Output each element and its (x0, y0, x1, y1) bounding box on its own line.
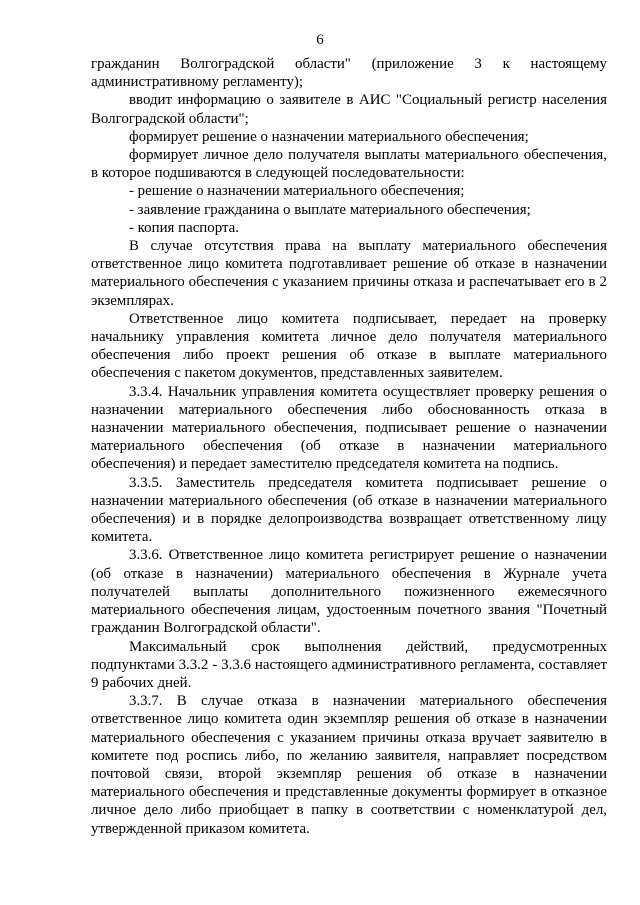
paragraph-4: формирует личное дело получателя выплаты материального обеспечения, в которое подшиваются в следующей последовательности: (91, 147, 607, 182)
paragraph-1: гражданин Волгоградской области" (приложение 3 к настоящему административному регламенту); (91, 56, 607, 91)
paragraph-3-3-5: 3.3.5. Заместитель председателя комитета подписывает решение о назначении материального обеспечения (об отказе в назначении материального обеспечения) и в порядке делопроизводства возвращает ответственному лицу комитета. (91, 474, 607, 546)
list-item-application: - заявление гражданина о выплате материального обеспечения; (129, 201, 531, 218)
list-item-decision: - решение о назначении материального обеспечения; (129, 183, 465, 200)
document-body (91, 55, 607, 838)
page-number: 6 (316, 32, 324, 48)
paragraph-3: формирует решение о назначении материального обеспечения; (129, 128, 529, 145)
list-item-passport-copy: - копия паспорта. (129, 219, 239, 236)
paragraph-signing: Ответственное лицо комитета подписывает, передает на проверку начальнику управления комитета личное дело получателя материального обеспечения либо проект решения об отказе в выплате материального обеспечения с пакетом документов, представленных заявителем. (91, 310, 607, 382)
paragraph-3-3-6: 3.3.6. Ответственное лицо комитета регистрирует решение о назначении (об отказе в назначении) материального обеспечения в Журнале учета получателей выплаты дополнительного пожизненного ежемесячного материального обеспечения лицам, удостоенным почетного звания "Почетный гражданин Волгоградской области". (91, 547, 607, 637)
paragraph-2: вводит информацию о заявителе в АИС "Социальный регистр населения Волгоградской области"; (91, 92, 607, 127)
paragraph-max-term: Максимальный срок выполнения действий, предусмотренных подпунктами 3.3.2 - 3.3.6 настоящего административного регламента, составляет 9 рабочих дней. (91, 638, 607, 691)
paragraph-refusal-preparation: В случае отсутствия права на выплату материального обеспечения ответственное лицо комитета подготавливает решение об отказе в назначении материального обеспечения с указанием причины отказа и распечатывает его в 2 экземплярах. (91, 238, 607, 309)
paragraph-3-3-7: 3.3.7. В случае отказа в назначении материального обеспечения ответственное лицо комитета один экземпляр решения об отказе в назначении материального обеспечения с указанием причины отказа вручает заявителю в комитете под роспись либо, по желанию заявителя, направляет посредством почтовой связи, второй экземпляр решения об отказе в назначении материального обеспечения и представленные документы формирует в отказное личное дело либо приобщает в папку в соответствии с номенклатурой дел, утвержденной приказом комитета. (91, 693, 607, 837)
paragraph-3-3-4: 3.3.4. Начальник управления комитета осуществляет проверку решения о назначении материального обеспечения либо обоснованность отказа в назначении материального обеспечения, подписывает решение о назначении материального обеспечения (об отказе в назначении материального обеспечения) и передает заместителю председателя комитета на подпись. (91, 383, 607, 473)
